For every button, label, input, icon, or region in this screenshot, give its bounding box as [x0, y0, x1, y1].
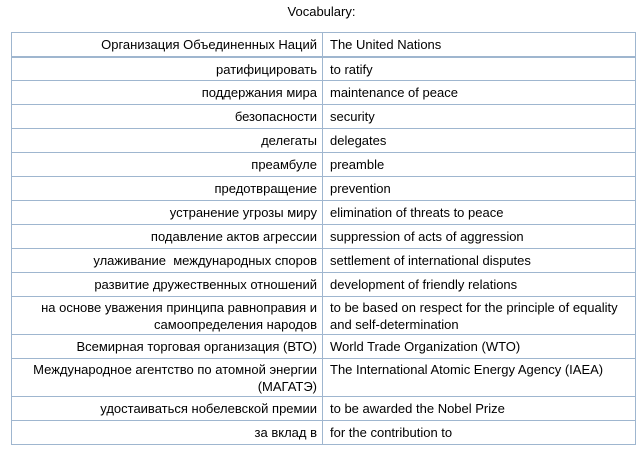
russian-term: Международное агентство по атомной энергии (МАГАТЭ) — [12, 359, 323, 397]
vocabulary-table — [11, 32, 636, 445]
english-term: for the contribution to — [323, 421, 636, 445]
english-term: security — [323, 105, 636, 129]
table-row — [12, 359, 636, 397]
russian-term: Всемирная торговая организация (ВТО) — [12, 335, 323, 359]
table-row — [12, 335, 636, 359]
russian-term: поддержания мира — [12, 81, 323, 105]
russian-term: преамбуле — [12, 153, 323, 177]
table-row — [12, 297, 636, 335]
table-row — [12, 397, 636, 421]
english-term: development of friendly relations — [323, 273, 636, 297]
english-term: to be awarded the Nobel Prize — [323, 397, 636, 421]
russian-term: ратифицировать — [12, 57, 323, 81]
english-term: elimination of threats to peace — [323, 201, 636, 225]
english-term: World Trade Organization (WTO) — [323, 335, 636, 359]
russian-term: на основе уважения принципа равноправия и самоопределения народов — [12, 297, 323, 335]
english-term: to be based on respect for the principle of equality and self-determination — [323, 297, 636, 335]
russian-term: удостаиваться нобелевской премии — [12, 397, 323, 421]
russian-term: развитие дружественных отношений — [12, 273, 323, 297]
english-term: The International Atomic Energy Agency (IAEA) — [323, 359, 636, 397]
russian-term: безопасности — [12, 105, 323, 129]
english-term: delegates — [323, 129, 636, 153]
english-term: maintenance of peace — [323, 81, 636, 105]
english-term: prevention — [323, 177, 636, 201]
russian-term: улаживание международных споров — [12, 249, 323, 273]
russian-term: Организация Объединенных Наций — [12, 33, 323, 57]
english-term: The United Nations — [323, 33, 636, 57]
table-row — [12, 177, 636, 201]
russian-term: устранение угрозы миру — [12, 201, 323, 225]
english-term: settlement of international disputes — [323, 249, 636, 273]
russian-term: делегаты — [12, 129, 323, 153]
russian-term: за вклад в — [12, 421, 323, 445]
russian-term: предотвращение — [12, 177, 323, 201]
table-row — [12, 273, 636, 297]
table-row — [12, 129, 636, 153]
table-row — [12, 225, 636, 249]
russian-term: подавление актов агрессии — [12, 225, 323, 249]
table-row — [12, 201, 636, 225]
table-row — [12, 33, 636, 57]
document-title: Vocabulary: — [287, 4, 356, 19]
table-row — [12, 105, 636, 129]
english-term: suppression of acts of aggression — [323, 225, 636, 249]
table-row — [12, 421, 636, 445]
table-row — [12, 249, 636, 273]
table-row — [12, 57, 636, 81]
english-term: preamble — [323, 153, 636, 177]
table-row — [12, 153, 636, 177]
english-term: to ratify — [323, 57, 636, 81]
table-row — [12, 81, 636, 105]
